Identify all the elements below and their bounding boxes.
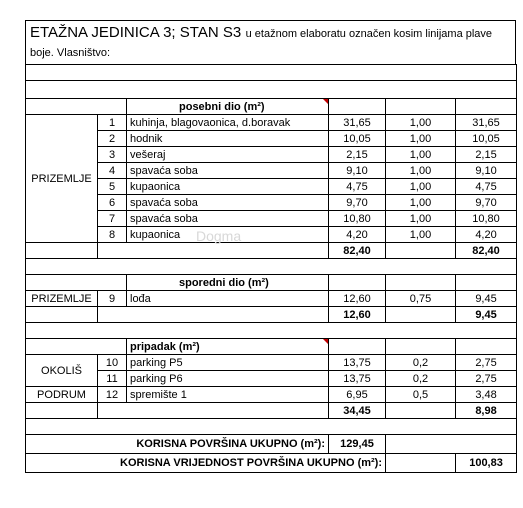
room-coefficient: 1,00 <box>386 211 456 227</box>
room-name: lođa <box>127 291 329 307</box>
blank-cell <box>386 275 456 291</box>
room-name: kuhinja, blagovaonica, d.boravak <box>127 115 329 131</box>
spacer-row <box>26 259 517 275</box>
room-coefficient: 0,75 <box>386 291 456 307</box>
room-name: spavaća soba <box>127 163 329 179</box>
room-area: 10,80 <box>329 211 386 227</box>
room-total: 4,20 <box>456 227 517 243</box>
blank-cell <box>26 403 98 419</box>
room-coefficient: 0,2 <box>386 355 456 371</box>
blank-cell <box>386 99 456 115</box>
room-total: 2,75 <box>456 371 517 387</box>
sporedni-sum-area: 12,60 <box>329 307 386 323</box>
floor-label: PRIZEMLJE <box>26 291 98 307</box>
title-block <box>25 20 516 64</box>
room-total: 3,48 <box>456 387 517 403</box>
room-area: 6,95 <box>329 387 386 403</box>
pripadak-sum-total: 8,98 <box>456 403 517 419</box>
room-name: parking P5 <box>127 355 329 371</box>
blank-cell <box>386 435 517 454</box>
posebni-header: posebni dio (m²) <box>127 99 329 115</box>
blank-cell <box>26 275 127 291</box>
row-number: 6 <box>98 195 127 211</box>
row-number: 11 <box>98 371 127 387</box>
vrijednost-total-value: 100,83 <box>456 454 517 473</box>
posebni-sum-area: 82,40 <box>329 243 386 259</box>
row-number: 3 <box>98 147 127 163</box>
row-number: 2 <box>98 131 127 147</box>
unit-note: u etažnom elaboratu označen kosim linijama plave <box>245 28 493 40</box>
table-row <box>26 131 517 147</box>
room-area: 13,75 <box>329 355 386 371</box>
table-row <box>26 179 517 195</box>
room-coefficient: 1,00 <box>386 131 456 147</box>
blank-cell <box>329 99 386 115</box>
pripadak-header: pripadak (m²) <box>127 339 329 355</box>
table-row <box>26 291 517 307</box>
room-total: 2,75 <box>456 355 517 371</box>
row-number: 8 <box>98 227 127 243</box>
room-coefficient: 1,00 <box>386 147 456 163</box>
blank-cell <box>456 275 517 291</box>
blank-cell <box>98 243 329 259</box>
room-area: 4,75 <box>329 179 386 195</box>
table-row <box>26 387 517 403</box>
room-name: spavaća soba <box>127 211 329 227</box>
sporedni-header: sporedni dio (m²) <box>127 275 329 291</box>
blank-cell <box>456 99 517 115</box>
floor-label: OKOLIŠ <box>26 355 98 387</box>
blank-cell <box>386 243 456 259</box>
blank-cell <box>329 275 386 291</box>
floor-label: PRIZEMLJE <box>26 115 98 243</box>
blank-cell <box>329 339 386 355</box>
room-coefficient: 1,00 <box>386 227 456 243</box>
row-number: 7 <box>98 211 127 227</box>
posebni-sum-total: 82,40 <box>456 243 517 259</box>
spacer-row <box>26 419 517 435</box>
blank-cell <box>26 307 98 323</box>
blank-cell <box>26 243 98 259</box>
room-name: spavaća soba <box>127 195 329 211</box>
room-coefficient: 1,00 <box>386 195 456 211</box>
room-total: 10,05 <box>456 131 517 147</box>
room-area: 9,10 <box>329 163 386 179</box>
row-number: 1 <box>98 115 127 131</box>
table-row <box>26 355 517 371</box>
room-name: spremište 1 <box>127 387 329 403</box>
room-total: 4,75 <box>456 179 517 195</box>
room-total: 9,70 <box>456 195 517 211</box>
blank-cell <box>386 307 456 323</box>
row-number: 9 <box>98 291 127 307</box>
room-coefficient: 1,00 <box>386 179 456 195</box>
area-table <box>25 64 517 473</box>
room-name: kupaonica <box>127 179 329 195</box>
room-coefficient: 0,2 <box>386 371 456 387</box>
room-name: parking P6 <box>127 371 329 387</box>
room-area: 12,60 <box>329 291 386 307</box>
korisna-total-label: KORISNA POVRŠINA UKUPNO (m²): <box>26 435 329 454</box>
room-total: 10,80 <box>456 211 517 227</box>
spacer-row <box>26 323 517 339</box>
table-row <box>26 227 517 243</box>
blank-cell <box>98 403 329 419</box>
row-number: 12 <box>98 387 127 403</box>
blank-cell <box>386 403 456 419</box>
apartment-sheet <box>25 20 516 473</box>
blank-cell <box>98 307 329 323</box>
room-name: vešeraj <box>127 147 329 163</box>
watermark-logo: Dogma <box>196 228 242 244</box>
subtotal-row <box>26 403 517 419</box>
total-row <box>26 454 517 473</box>
table-row <box>26 371 517 387</box>
sporedni-sum-total: 9,45 <box>456 307 517 323</box>
blank-cell <box>456 339 517 355</box>
room-total: 9,10 <box>456 163 517 179</box>
row-number: 5 <box>98 179 127 195</box>
subtotal-row <box>26 307 517 323</box>
room-area: 13,75 <box>329 371 386 387</box>
room-area: 9,70 <box>329 195 386 211</box>
table-row <box>26 195 517 211</box>
blank-cell <box>26 339 127 355</box>
korisna-total-value: 129,45 <box>329 435 386 454</box>
room-name: kupaonica <box>127 227 329 243</box>
room-total: 9,45 <box>456 291 517 307</box>
room-area: 10,05 <box>329 131 386 147</box>
unit-title: ETAŽNA JEDINICA 3; STAN S3 <box>30 24 242 41</box>
pripadak-sum-area: 34,45 <box>329 403 386 419</box>
room-area: 4,20 <box>329 227 386 243</box>
blank-cell <box>386 454 456 473</box>
room-coefficient: 1,00 <box>386 115 456 131</box>
row-number: 4 <box>98 163 127 179</box>
floor-label: PODRUM <box>26 387 98 403</box>
room-coefficient: 0,5 <box>386 387 456 403</box>
room-coefficient: 1,00 <box>386 163 456 179</box>
vrijednost-total-label: KORISNA VRIJEDNOST POVRŠINA UKUPNO (m²): <box>26 454 386 473</box>
ownership-label: boje. Vlasništvo: <box>30 47 111 59</box>
subtotal-row <box>26 243 517 259</box>
blank-cell <box>386 339 456 355</box>
room-area: 2,15 <box>329 147 386 163</box>
spacer-row <box>26 65 517 81</box>
table-row <box>26 147 517 163</box>
room-total: 31,65 <box>456 115 517 131</box>
total-row <box>26 435 517 454</box>
room-name: hodnik <box>127 131 329 147</box>
table-row <box>26 163 517 179</box>
blank-cell <box>26 99 127 115</box>
table-row <box>26 211 517 227</box>
row-number: 10 <box>98 355 127 371</box>
room-total: 2,15 <box>456 147 517 163</box>
spacer-row <box>26 81 517 99</box>
table-row <box>26 115 517 131</box>
room-area: 31,65 <box>329 115 386 131</box>
